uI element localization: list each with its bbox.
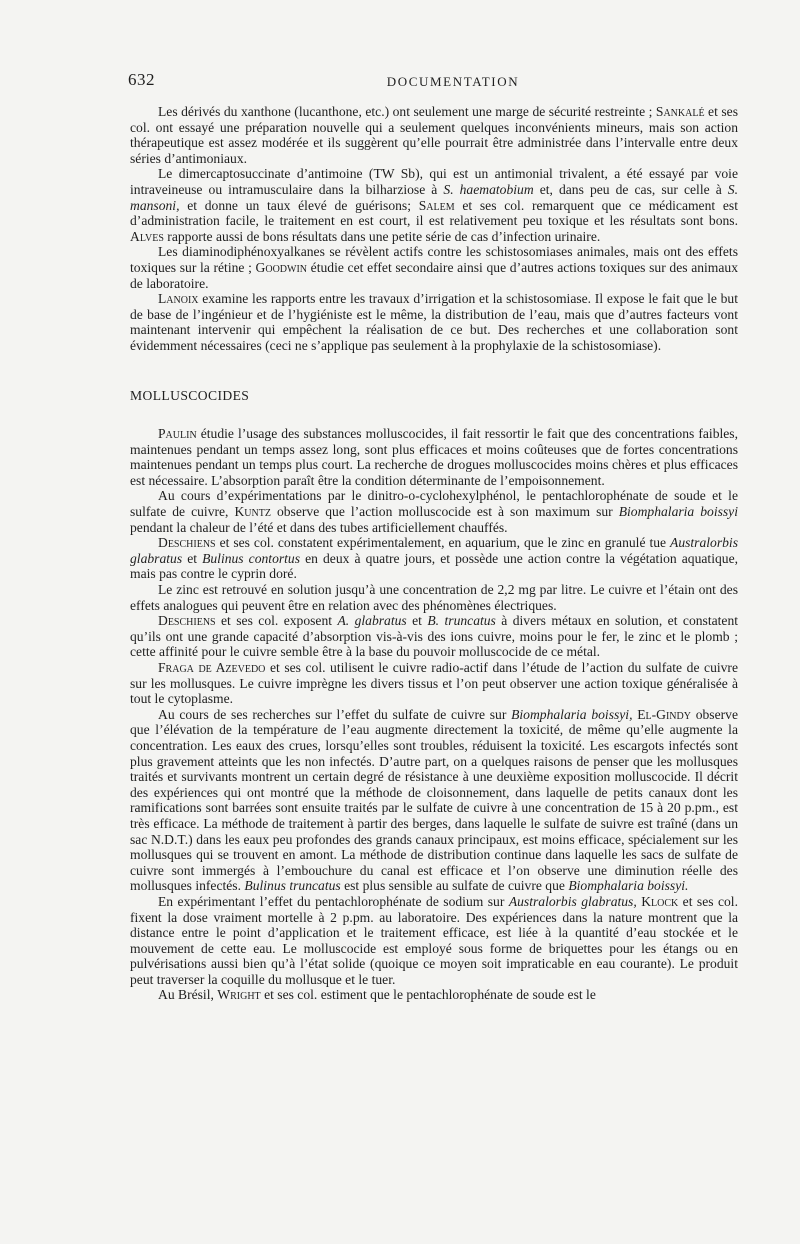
running-title: DOCUMENTATION: [386, 74, 520, 89]
text-run: et ses col. exposent: [215, 613, 338, 629]
author-name: Deschiens: [158, 613, 216, 629]
text-run: Au Brésil,: [158, 987, 218, 1003]
text-run: en deux à quatre jours, et possède une action contre la végétation aquatique, mais pas contre le cyprin doré.: [130, 550, 739, 582]
author-name: Salem: [418, 197, 455, 213]
text-run: Le zinc est retrouvé en solution jusqu’à une concentration de 2,2 mg par litre. Le cuivre et l’étain ont des effets analogues qui peuvent être en relation avec des phénomènes électriques.: [130, 582, 738, 613]
author-name: Paulin: [158, 426, 197, 442]
author-name: Fraga de Azevedo: [158, 660, 266, 675]
text-run: pendant la chaleur de l’été et dans des tubes artificiellement chauffés.: [130, 519, 508, 535]
section-title: MOLLUSCOCIDES: [130, 387, 250, 403]
text-run: et ses col. ont essayé une préparation nouvelle qui a seulement quelques inconvénients mineurs, mais son action thérapeutique est assez modérée et ils suggèrent qu’elle pourrait être administrée dans l’intervalle entre deux séries d’antimoniaux.: [130, 104, 738, 166]
paragraph: [130, 104, 738, 166]
page-header: [128, 70, 738, 90]
paragraph: [130, 426, 738, 488]
author-name: Wright: [217, 987, 261, 1003]
section-schistosomiase-treatment: [130, 104, 738, 354]
species-name: Australorbis glabratus: [130, 535, 738, 566]
species-name: Biomphalaria boissyi: [618, 504, 738, 520]
paragraph: [130, 987, 738, 1003]
author-name: Kuntz: [234, 504, 271, 520]
species-name: Biomphalaria boissyi,: [511, 706, 633, 722]
paragraph: [130, 613, 738, 660]
text-run: et ses col. remarquent que ce médicament est d’administration facile, le traitement en est court, il est relativement peu toxique et les résultats sont bons.: [130, 197, 738, 229]
page-number: 632: [128, 70, 155, 89]
text-run: et ses col. constatent expérimentalement, en aquarium, que le zinc en granulé tue: [215, 535, 671, 551]
text-run: Le dimercaptosuccinate d’antimoine (TW Sb), qui est un antimonial trivalent, a été essayé par voie intraveineuse ou intramusculaire dans la bilharziose à: [130, 166, 738, 197]
text-run: Au cours de ses recherches sur l’effet du sulfate de cuivre sur: [158, 706, 512, 722]
paragraph: [130, 244, 738, 291]
author-name: Sankalé: [655, 104, 705, 119]
text-run: et: [182, 550, 203, 566]
author-name: Lanoix: [158, 291, 199, 307]
text-run: et donne un taux élevé de guérisons;: [179, 197, 419, 213]
text-run: étudie cet effet secondaire ainsi que d’autres actions toxiques sur des animaux de laboratoire.: [130, 259, 738, 291]
author-name: Alves: [130, 228, 164, 244]
text-run: rapporte aussi de bons résultats dans une petite série de cas d’infection urinaire.: [163, 228, 601, 244]
body-text: [130, 104, 738, 1003]
text-run: observe que l’action molluscocide est à son maximum sur: [270, 504, 619, 520]
text-run: et ses col. estiment que le pentachlorophénate de soude est le: [260, 987, 596, 1003]
paragraph: [130, 488, 738, 535]
paragraph: [130, 894, 738, 988]
author-name: Goodwin: [255, 259, 308, 275]
paragraph: [130, 291, 738, 353]
text-run: et: [406, 613, 428, 629]
paragraph: [130, 582, 738, 613]
author-name: Klock: [641, 893, 679, 909]
text-run: examine les rapports entre les travaux d’irrigation et la schistosomiase. Il expose le fait que le but de base de l’ingénieur et de l’hygiéniste est le même, la distribution de l’eau, mais que d’autres facteurs vont maintenant intervenir qui empêchent la réalisation de ce but. Des recherches et une collaboration sont évidemment nécessaires (ceci ne s’applique pas seulement à la prophylaxie de la schistosomiase).: [130, 291, 738, 353]
text-run: En expérimentant l’effet du pentachlorophénate de sodium sur: [158, 893, 509, 909]
text-run: est plus sensible au sulfate de cuivre que: [340, 878, 569, 894]
species-name: Bulinus contortus: [202, 550, 301, 566]
text-run: à divers métaux en solution, et constatent qu’ils ont une grande capacité d’absorption vis-à-vis des ions cuivre, moins pour le fer, le zinc et le plomb ; cette affinité pour le cuivre semble être à la base du pouvoir molluscocide de ce métal.: [130, 613, 739, 660]
author-name: El-Gindy: [637, 706, 691, 722]
species-name: Biomphalaria boissyi.: [568, 878, 689, 894]
text-run: étudie l’usage des substances molluscocides, il fait ressortir le fait que des concentrations faibles, maintenues pendant un temps assez long, sont plus efficaces et moins coûteuses que de fortes concentrations maintenues pendant un temps plus court. La recherche de drogues molluscocides moins chères et plus efficaces est nécessaire. L’absorption paraît être la condition déterminante de l’empoisonnement.: [130, 426, 738, 488]
text-run: et ses col. utilisent le cuivre radio-actif dans l’étude de l’action du sulfate de cuivre sur les mollusques. Le cuivre imprègne les divers tissus et l’on peut observer une action toxique généralisée à tout le cytoplasme.: [130, 660, 738, 707]
text-run: Les diaminodiphénoxyalkanes se révèlent actifs contre les schistosomiases animales, mais ont des effets toxiques sur la rétine ;: [130, 244, 738, 275]
section-molluscocides: [130, 426, 738, 1003]
paragraph: [130, 660, 738, 707]
species-name: Bulinus truncatus: [244, 878, 341, 894]
paragraph: [130, 535, 738, 582]
text-run: et, dans peu de cas, sur celle à: [533, 181, 728, 197]
species-name: S. haematobium: [443, 181, 534, 197]
species-name: Australorbis glabratus,: [508, 893, 637, 909]
species-name: S. mansoni,: [130, 181, 738, 213]
text-run: Au cours d’expérimentations par le dinitro-o-cyclohexylphénol, le pentachlorophénate de soude et le sulfate de cuivre,: [130, 488, 738, 520]
paragraph: [130, 166, 738, 244]
species-name: A. glabratus: [337, 613, 407, 629]
paragraph: [130, 707, 738, 894]
text-run: observe que l’élévation de la température de l’eau augmente directement la toxicité, de même qu’elle augmente la concentration. Les eaux des crues, lorsqu’elles sont troubles, réduisent la toxicité. Les escargots infectés sont plus gravement atteints que les non infectés. D’autre part, on a quelques raisons de penser que les mollusques traités et survivants montrent un certain degré de résistance à une deuxième exposition molluscocide. Il décrit des expériences qui ont montré que la méthode de cloisonnement, dans laquelle de petits canaux dont les ramifications sont barrées sont ensuite traités par le sulfate de cuivre à une concentration de 15 à 20 p.pm., est très efficace. La méthode de traitement à partir des berges, dans laquelle le sulfate de suivre est traîné (dans un sac N.D.T.) dans les eaux peu profondes des grands canaux principaux, est moins efficace, spécialement sur les mollusques qui se trouvent en amont. La méthode de distribution continue dans laquelle les sacs de sulfate de cuivre sont immergés à l’embouchure du canal est efficace et l’on observe une diminution réelle des mollusques infectés.: [130, 706, 738, 894]
species-name: B. truncatus: [427, 613, 496, 629]
author-name: Deschiens: [158, 535, 216, 551]
text-run: Les dérivés du xanthone (lucanthone, etc.) ont seulement une marge de sécurité restreinte ;: [158, 104, 656, 119]
text-run: et ses col. fixent la dose vraiment mortelle à 2 p.pm. au laboratoire. Des expériences dans la nature montrent que la distance entre le point d’application et le traitement efficace, est liée à la quantité d’eau stockée et le mouvement de cette eau. Le molluscocide est employé sous forme de briquettes pour les étangs ou en pulvérisations aussi bien qu’à l’état solide (quoique ce moyen soit impraticable en eau courante). Le produit peut traverser la coquille du mollusque et le tuer.: [130, 893, 738, 987]
